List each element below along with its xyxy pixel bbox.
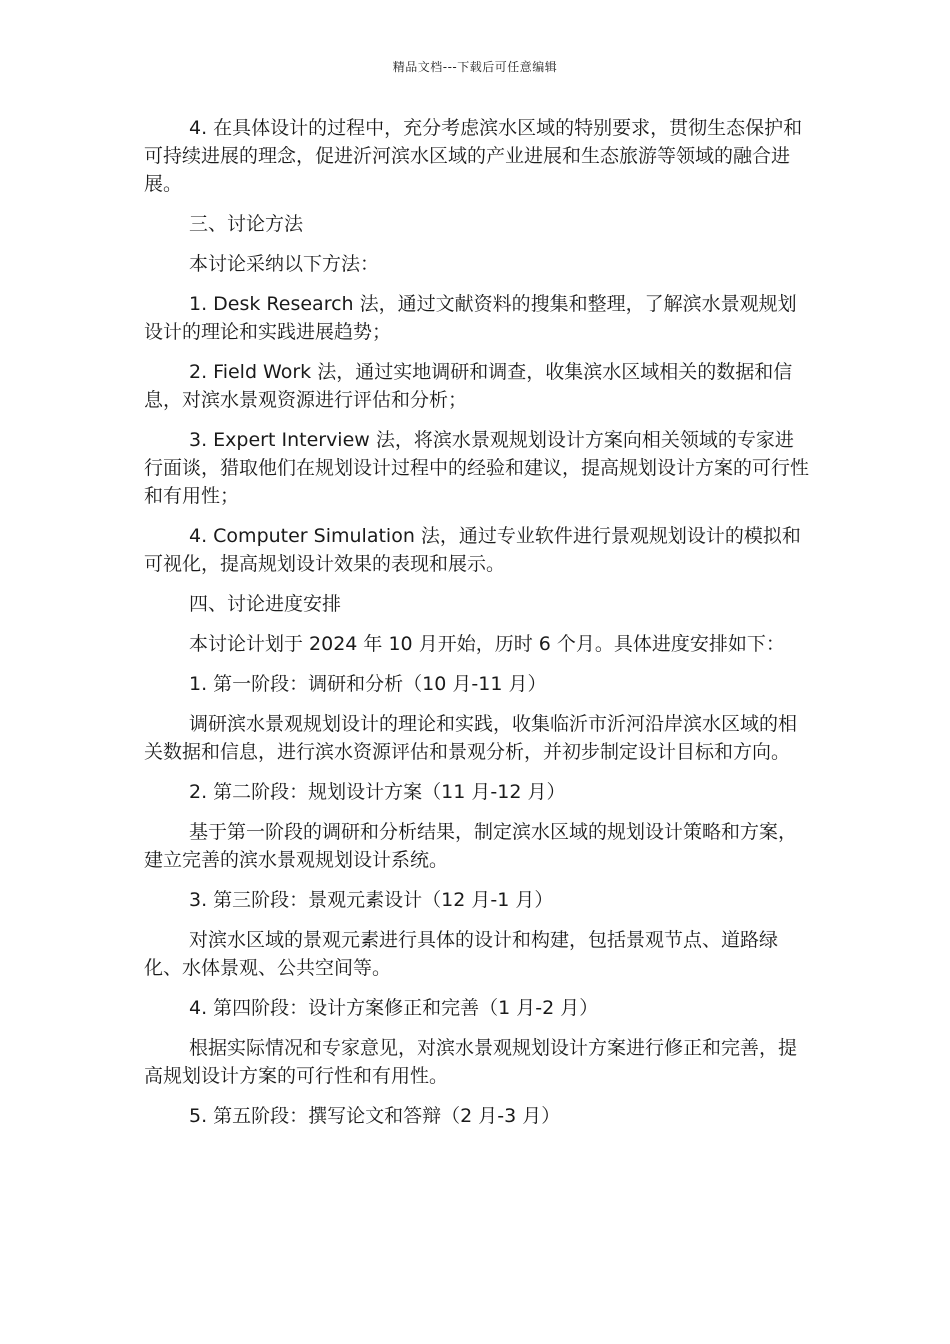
paragraph-schedule-intro: 本讨论计划于 2024 年 10 月开始，历时 6 个月。具体进度安排如下：	[189, 633, 785, 655]
stage-description-3: 对滨水区域的景观元素进行具体的设计和构建，包括景观节点、道路绿化、水体景观、公共空间等。	[144, 929, 779, 979]
paragraph-methods-intro: 本讨论采纳以下方法：	[189, 253, 380, 275]
list-item-computer-simulation: 4. Computer Simulation 法，通过专业软件进行景观规划设计的模拟和可视化，提高规划设计效果的表现和展示。	[144, 525, 801, 575]
stage-heading-4: 4. 第四阶段：设计方案修正和完善（1 月-2 月）	[189, 997, 599, 1019]
page-header: 精品文档---下载后可任意编辑	[392, 60, 558, 74]
section-heading-schedule: 四、讨论进度安排	[189, 593, 342, 615]
list-item-desk-research: 1. Desk Research 法，通过文献资料的搜集和整理，了解滨水景观规划设计的理论和实践进展趋势；	[144, 293, 797, 343]
section-heading-methods: 三、讨论方法	[189, 213, 304, 235]
stage-description-4: 根据实际情况和专家意见，对滨水景观规划设计方案进行修正和完善，提高规划设计方案的可行性和有用性。	[144, 1037, 798, 1087]
list-item-expert-interview: 3. Expert Interview 法，将滨水景观规划设计方案向相关领域的专家进行面谈，猎取他们在规划设计过程中的经验和建议，提高规划设计方案的可行性和有用性；	[144, 429, 810, 507]
stage-heading-5: 5. 第五阶段：撰写论文和答辩（2 月-3 月）	[189, 1105, 561, 1127]
stage-heading-2: 2. 第二阶段：规划设计方案（11 月-12 月）	[189, 781, 566, 803]
stage-heading-1: 1. 第一阶段：调研和分析（10 月-11 月）	[189, 673, 547, 695]
stage-description-2: 基于第一阶段的调研和分析结果，制定滨水区域的规划设计策略和方案，建立完善的滨水景观规划设计系统。	[144, 821, 798, 871]
stage-description-1: 调研滨水景观规划设计的理论和实践，收集临沂市沂河沿岸滨水区域的相关数据和信息，进行滨水资源评估和景观分析，并初步制定设计目标和方向。	[144, 713, 798, 763]
paragraph-design-principle: 4. 在具体设计的过程中，充分考虑滨水区域的特别要求，贯彻生态保护和可持续进展的理念，促进沂河滨水区域的产业进展和生态旅游等领域的融合进展。	[144, 117, 803, 195]
list-item-field-work: 2. Field Work 法，通过实地调研和调查，收集滨水区域相关的数据和信息，对滨水景观资源进行评估和分析；	[144, 361, 793, 411]
document-body	[144, 114, 812, 1142]
stage-heading-3: 3. 第三阶段：景观元素设计（12 月-1 月）	[189, 889, 554, 911]
